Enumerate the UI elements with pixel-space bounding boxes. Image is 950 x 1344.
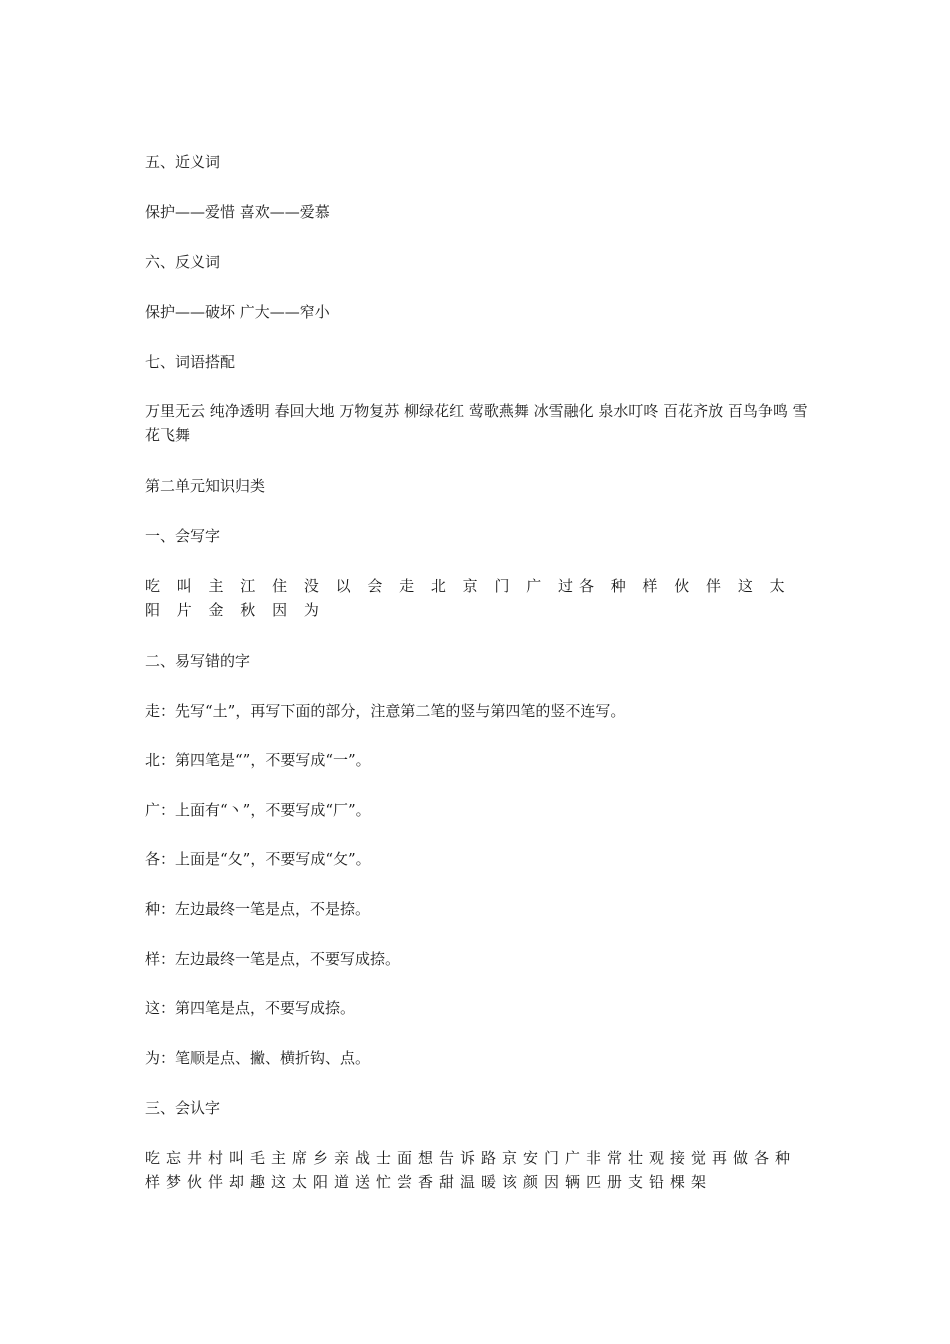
note-zou: 走：先写“土”，再写下面的部分，注意第二笔的竖与第四笔的竖不连写。 xyxy=(145,702,626,720)
unit2-title: 第二单元知识归类 xyxy=(145,477,266,495)
synonyms-heading: 五、近义词 xyxy=(145,153,221,171)
note-bei: 北：第四笔是“”，不要写成“一”。 xyxy=(145,751,371,769)
recognize-content: 吃忘井村叫毛主席乡亲战士面想告诉路京安门广非常壮观接觉再做各种样梦伙伴却趣这太阳道送忙尝香甜温暖该颜因辆匹册支铅棵架 xyxy=(145,1149,797,1191)
write-chars-heading: 一、会写字 xyxy=(145,527,221,545)
antonyms-heading: 六、反义词 xyxy=(145,253,221,271)
note-zhong: 种：左边最终一笔是点，不是捺。 xyxy=(145,900,371,918)
synonyms-content: 保护——爱惜 喜欢——爱慕 xyxy=(145,203,330,221)
note-yang: 样：左边最终一笔是点，不要写成捺。 xyxy=(145,950,401,968)
collocation-content: 万里无云 纯净透明 春回大地 万物复苏 柳绿花红 莺歌燕舞 冰雪融化 泉水叮咚 百花齐放 百鸟争鸣 雪花飞舞 xyxy=(145,402,808,444)
recognize-heading: 三、会认字 xyxy=(145,1099,221,1117)
antonyms-content: 保护——破坏 广大——窄小 xyxy=(145,303,330,321)
error-chars-heading: 二、易写错的字 xyxy=(145,652,251,670)
note-wei: 为：笔顺是点、撇、横折钩、点。 xyxy=(145,1049,371,1067)
note-ge: 各：上面是“夂”，不要写成“攵”。 xyxy=(145,850,371,868)
note-guang: 广：上面有“丶”，不要写成“厂”。 xyxy=(145,801,371,819)
note-zhe: 这：第四笔是点，不要写成捺。 xyxy=(145,999,356,1017)
write-chars-content: 吃 叫 主 江 住 没 以 会 走 北 京 门 广 过各 种 样 伙 伴 这 太 阳 片 金 秋 因 为 xyxy=(145,577,791,619)
collocation-heading: 七、词语搭配 xyxy=(145,353,236,371)
